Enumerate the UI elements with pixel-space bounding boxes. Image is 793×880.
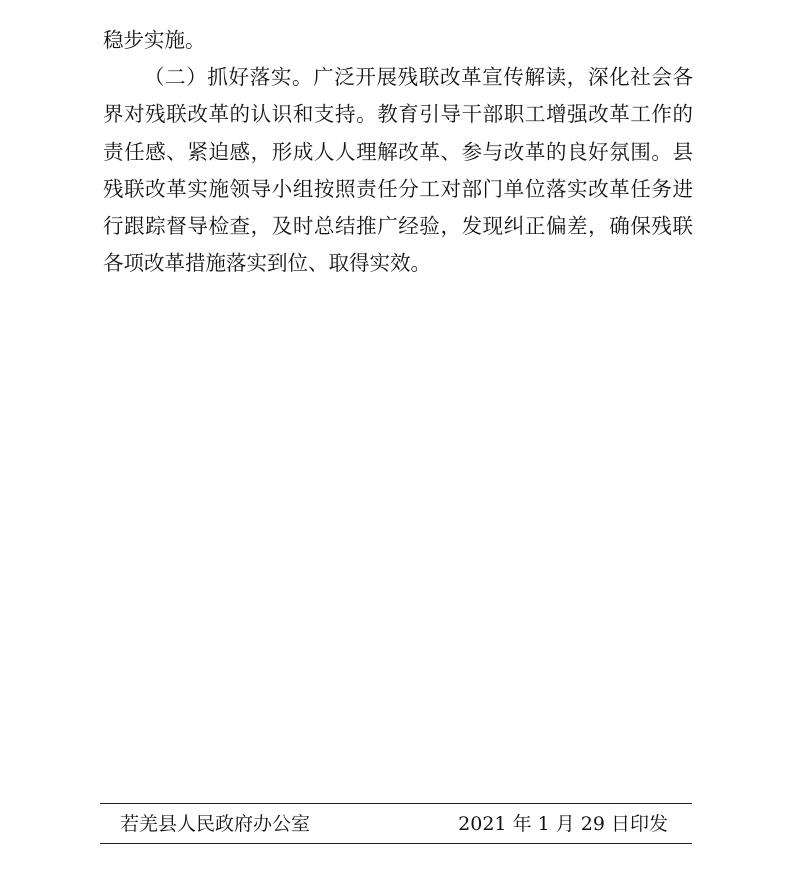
text-line-3: 界对残联改革的认识和支持。教育引导干部职工增强改革工作的: [103, 102, 693, 127]
text-line-4: 责任感、紧迫感，形成人人理解改革、参与改革的良好氛围。县: [103, 139, 693, 164]
text-line-1: 稳步实施。: [103, 28, 206, 52]
text-line-7: 各项改革措施落实到位、取得实效。: [103, 251, 431, 276]
document-body: [103, 22, 693, 282]
footer-bottom-rule: [100, 843, 692, 844]
issue-date: 2021 年 1 月 29 日印发: [458, 813, 668, 835]
text-line-2: （二）抓好落实。广泛开展残联改革宣传解读，深化社会各: [144, 65, 693, 90]
issuing-office: 若羌县人民政府办公室: [120, 813, 311, 835]
footer-top-rule: [100, 803, 692, 804]
issuance-footer: [100, 803, 692, 845]
text-line-5: 残联改革实施领导小组按照责任分工对部门单位落实改革任务进: [103, 176, 693, 201]
text-line-6: 行跟踪督导检查，及时总结推广经验，发现纠正偏差，确保残联: [103, 213, 693, 238]
